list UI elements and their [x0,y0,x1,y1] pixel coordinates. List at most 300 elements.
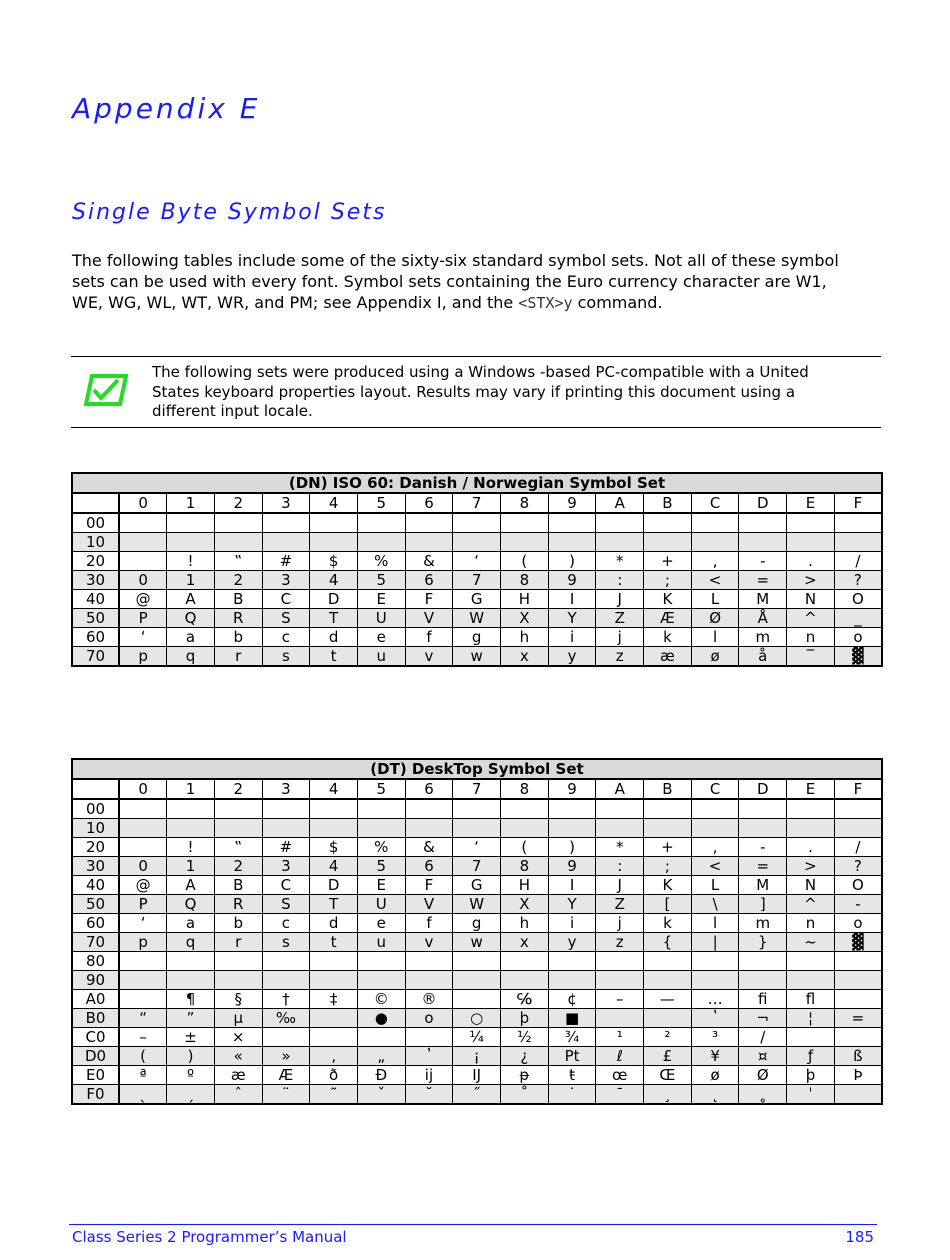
row-header: 40 [72,590,119,609]
symbol-cell [548,819,596,838]
symbol-cell: 6 [405,857,453,876]
symbol-cell: I [548,876,596,895]
symbol-cell: j [596,628,644,647]
table-row [72,895,882,914]
symbol-cell: ■ [548,1009,596,1028]
symbol-cell [644,971,692,990]
symbol-cell: e [357,914,405,933]
symbol-cell: ᵽ [501,1066,549,1085]
symbol-cell: × [214,1028,262,1047]
symbol-cell: z [596,647,644,667]
column-header: B [644,779,692,799]
row-header: 50 [72,609,119,628]
symbol-cell: ˘ [405,1085,453,1105]
symbol-cell: ¹ [596,1028,644,1047]
symbol-cell [119,552,167,571]
symbol-cell: ¦ [787,1009,835,1028]
symbol-cell: “ [119,1009,167,1028]
symbol-cell: O [834,876,882,895]
symbol-cell: ʻ [453,552,501,571]
symbol-cell [501,952,549,971]
row-header: F0 [72,1085,119,1105]
symbol-cell: † [262,990,310,1009]
symbol-cell [167,952,215,971]
symbol-cell: G [453,590,501,609]
symbol-cell: U [357,609,405,628]
symbol-cell: \ [691,895,739,914]
row-header: 10 [72,819,119,838]
symbol-cell: æ [644,647,692,667]
symbol-cell: „ [357,1047,405,1066]
row-header: 20 [72,552,119,571]
symbol-cell: … [691,990,739,1009]
symbol-cell: 8 [501,857,549,876]
symbol-cell: — [644,990,692,1009]
symbol-cell: ; [644,571,692,590]
symbol-cell: X [501,609,549,628]
symbol-cell: A [167,590,215,609]
symbol-cell: P [119,609,167,628]
symbol-cell: p [119,933,167,952]
symbol-cell: ʻ [453,838,501,857]
row-header: 00 [72,513,119,533]
table-row [72,990,882,1009]
symbol-cell: W [453,895,501,914]
symbol-cell: - [834,895,882,914]
symbol-cell: T [310,609,358,628]
symbol-cell: ( [501,552,549,571]
symbol-cell [644,799,692,819]
symbol-cell [119,990,167,1009]
symbol-cell [262,799,310,819]
symbol-cell: h [501,914,549,933]
table-row [72,838,882,857]
symbol-cell: - [739,552,787,571]
symbol-cell: n [787,628,835,647]
symbol-cell [405,819,453,838]
symbol-cell: k [644,628,692,647]
column-header: E [787,493,835,513]
symbol-cell [167,819,215,838]
symbol-cell: Y [548,895,596,914]
column-header: 0 [119,493,167,513]
symbol-cell: # [262,552,310,571]
row-header: 80 [72,952,119,971]
symbol-cell [834,513,882,533]
symbol-cell: Pt [548,1047,596,1066]
symbol-cell [548,513,596,533]
symbol-cell [691,513,739,533]
symbol-cell: u [357,647,405,667]
symbol-cell [739,952,787,971]
symbol-cell: ; [644,857,692,876]
symbol-cell: H [501,876,549,895]
symbol-cell: B [214,876,262,895]
symbol-cell: 2 [214,857,262,876]
symbol-cell [310,799,358,819]
symbol-cell [357,1028,405,1047]
section-title: Single Byte Symbol Sets [72,200,387,225]
symbol-cell [596,513,644,533]
symbol-cell: P [119,895,167,914]
symbol-cell [119,799,167,819]
symbol-cell [310,1028,358,1047]
symbol-cell: « [214,1047,262,1066]
symbol-cell: v [405,647,453,667]
symbol-cell: g [453,914,501,933]
symbol-cell: ℓ [596,1047,644,1066]
column-header: 4 [310,493,358,513]
table-row [72,533,882,552]
symbol-cell [214,799,262,819]
symbol-cell: m [739,914,787,933]
symbol-cell: / [834,838,882,857]
symbol-cell [596,819,644,838]
symbol-cell: ø [691,1066,739,1085]
symbol-cell: * [596,552,644,571]
symbol-cell: . [787,552,835,571]
symbol-cell: ¼ [453,1028,501,1047]
symbol-cell [214,952,262,971]
symbol-cell: ij [405,1066,453,1085]
symbol-cell [787,533,835,552]
symbol-cell: £ [644,1047,692,1066]
table-row [72,952,882,971]
symbol-cell: b [214,914,262,933]
symbol-cell: 3 [262,571,310,590]
symbol-cell: ‰ [262,1009,310,1028]
symbol-cell: ¿ [501,1047,549,1066]
symbol-cell: V [405,609,453,628]
symbol-cell [501,533,549,552]
column-header: B [644,493,692,513]
table-row [72,590,882,609]
symbol-cell [262,533,310,552]
symbol-cell: : [596,571,644,590]
symbol-cell: ß [834,1047,882,1066]
symbol-table-desktop [71,758,883,1105]
symbol-cell: œ [596,1066,644,1085]
symbol-cell: ˏ [167,1085,215,1105]
note-top-rule [71,356,881,357]
row-header: C0 [72,1028,119,1047]
symbol-cell: L [691,876,739,895]
symbol-cell: % [357,552,405,571]
intro-text: The following tables include some of the sixty-six standard symbol sets. Not all of these symbol sets can be used with every font. Symbol sets containing the Euro currency character are W1, WE, WG, WL, WT, WR, and PM; see Appendix I, and the [72,251,839,312]
corner-cell [72,493,119,513]
symbol-cell [310,819,358,838]
symbol-cell: ) [167,1047,215,1066]
symbol-cell [262,513,310,533]
symbol-cell [214,971,262,990]
symbol-cell [548,952,596,971]
symbol-cell: ( [119,1047,167,1066]
corner-cell [72,779,119,799]
table-row [72,552,882,571]
symbol-cell [262,1028,310,1047]
symbol-cell: Ø [739,1066,787,1085]
symbol-cell: ˚ [501,1085,549,1105]
symbol-cell [691,533,739,552]
symbol-cell: < [691,571,739,590]
symbol-cell: _ [834,609,882,628]
row-header: B0 [72,1009,119,1028]
symbol-cell: ? [834,571,882,590]
symbol-cell: ± [167,1028,215,1047]
symbol-cell: ˇ [357,1085,405,1105]
symbol-cell [167,513,215,533]
symbol-cell: ³ [691,1028,739,1047]
symbol-cell [834,990,882,1009]
symbol-cell: Ø [691,609,739,628]
symbol-cell: þ [787,1066,835,1085]
symbol-cell: ð [310,1066,358,1085]
symbol-cell [501,513,549,533]
row-header: 20 [72,838,119,857]
symbol-cell: * [596,838,644,857]
symbol-cell [691,971,739,990]
intro-paragraph [72,250,862,314]
symbol-cell [834,1028,882,1047]
symbol-table-danish-norwegian [71,472,883,667]
symbol-cell [739,799,787,819]
symbol-cell: r [214,647,262,667]
symbol-cell: z [596,933,644,952]
symbol-cell: n [787,914,835,933]
symbol-cell [596,952,644,971]
symbol-cell: 5 [357,857,405,876]
symbol-cell: ¥ [691,1047,739,1066]
column-header: 4 [310,779,358,799]
symbol-cell: W [453,609,501,628]
symbol-cell: ˛ [691,1085,739,1105]
symbol-cell: . [787,838,835,857]
symbol-cell: , [691,552,739,571]
table-row [72,1066,882,1085]
symbol-cell: p [119,647,167,667]
column-header: 5 [357,493,405,513]
symbol-cell [501,971,549,990]
symbol-cell: 8 [501,571,549,590]
symbol-cell: ˎ [119,1085,167,1105]
symbol-cell: ¨ [262,1085,310,1105]
symbol-cell [310,533,358,552]
symbol-cell [119,952,167,971]
symbol-cell: Å [739,609,787,628]
symbol-cell: ƒ [787,1047,835,1066]
symbol-cell: # [262,838,310,857]
symbol-cell [453,990,501,1009]
symbol-cell [214,533,262,552]
symbol-cell: Q [167,609,215,628]
symbol-cell [834,819,882,838]
symbol-cell: ) [548,838,596,857]
column-header: 8 [501,493,549,513]
symbol-cell [644,533,692,552]
symbol-cell: o [834,628,882,647]
column-header: 7 [453,779,501,799]
symbol-cell: x [501,933,549,952]
symbol-cell [644,1009,692,1028]
symbol-cell: A [167,876,215,895]
symbol-cell: f [405,914,453,933]
symbol-cell [357,799,405,819]
symbol-cell: U [357,895,405,914]
table-row [72,1009,882,1028]
symbol-cell: 7 [453,857,501,876]
symbol-cell: i [548,628,596,647]
table-row [72,1085,882,1105]
symbol-cell: w [453,933,501,952]
symbol-cell: ] [739,895,787,914]
symbol-cell: – [119,1028,167,1047]
note-bottom-rule [71,427,881,428]
row-header: 40 [72,876,119,895]
symbol-cell: ¬ [739,1009,787,1028]
symbol-cell [310,1009,358,1028]
symbol-cell: ˈ [787,1085,835,1105]
symbol-cell: 0 [119,571,167,590]
symbol-cell [310,952,358,971]
column-header: 6 [405,493,453,513]
column-header: 6 [405,779,453,799]
symbol-cell: þ [501,1009,549,1028]
symbol-cell [262,971,310,990]
symbol-cell: k [644,914,692,933]
symbol-cell: e [357,628,405,647]
checkmark-note-icon [82,372,130,408]
symbol-cell: ﬂ [787,990,835,1009]
symbol-cell: 1 [167,571,215,590]
table-row [72,647,882,667]
symbol-cell: 7 [453,571,501,590]
symbol-cell: J [596,590,644,609]
symbol-cell: % [357,838,405,857]
symbol-cell [834,799,882,819]
footer-rule [69,1224,877,1225]
symbol-cell: , [691,838,739,857]
symbol-cell [501,819,549,838]
symbol-cell: s [262,647,310,667]
symbol-cell: ¯ [596,1085,644,1105]
symbol-cell [453,533,501,552]
symbol-cell: ” [167,1009,215,1028]
symbol-cell: i [548,914,596,933]
symbol-cell: & [405,838,453,857]
column-header: 9 [548,779,596,799]
symbol-cell: ) [548,552,596,571]
symbol-cell: ¡ [453,1047,501,1066]
symbol-cell [453,952,501,971]
symbol-cell: / [834,552,882,571]
symbol-cell: ^ [787,895,835,914]
symbol-cell: ˆ [214,1085,262,1105]
row-header: 10 [72,533,119,552]
symbol-cell: S [262,609,310,628]
symbol-cell: F [405,876,453,895]
symbol-cell: æ [214,1066,262,1085]
symbol-cell: ˜ [310,1085,358,1105]
symbol-cell: K [644,590,692,609]
symbol-cell [787,819,835,838]
symbol-cell: ● [357,1009,405,1028]
column-header: A [596,493,644,513]
symbol-cell: | [691,933,739,952]
row-header: A0 [72,990,119,1009]
symbol-cell: J [596,876,644,895]
symbol-cell [787,952,835,971]
symbol-cell: ▓ [834,647,882,667]
symbol-cell: ŧ [548,1066,596,1085]
symbol-cell: ¶ [167,990,215,1009]
symbol-cell: 6 [405,571,453,590]
symbol-cell: / [739,1028,787,1047]
column-header: D [739,493,787,513]
symbol-cell [596,1009,644,1028]
symbol-cell: v [405,933,453,952]
symbol-cell [691,819,739,838]
column-header: 2 [214,493,262,513]
symbol-cell [739,971,787,990]
table-title: (DT) DeskTop Symbol Set [72,759,882,779]
symbol-cell [834,971,882,990]
symbol-cell: Q [167,895,215,914]
table-row [72,857,882,876]
symbol-cell: 9 [548,571,596,590]
symbol-cell: ^ [787,609,835,628]
symbol-cell [119,819,167,838]
symbol-cell [453,799,501,819]
symbol-cell [739,533,787,552]
symbol-cell [596,799,644,819]
symbol-cell [119,971,167,990]
symbol-cell: - [739,838,787,857]
symbol-cell: 0 [119,857,167,876]
symbol-cell: ℅ [501,990,549,1009]
row-header: D0 [72,1047,119,1066]
symbol-cell: = [739,857,787,876]
row-header: 00 [72,799,119,819]
symbol-cell: C [262,876,310,895]
symbol-cell: $ [310,552,358,571]
column-header: F [834,779,882,799]
symbol-cell: ʻ [119,628,167,647]
symbol-cell: Z [596,895,644,914]
symbol-cell: ʽ [691,1009,739,1028]
symbol-cell: c [262,628,310,647]
symbol-cell: Æ [262,1066,310,1085]
row-header: 60 [72,628,119,647]
table-row [72,1028,882,1047]
table-row [72,971,882,990]
symbol-cell: a [167,914,215,933]
symbol-cell: ½ [501,1028,549,1047]
symbol-cell: B [214,590,262,609]
symbol-cell: 2 [214,571,262,590]
symbol-cell: E [357,590,405,609]
symbol-cell [119,838,167,857]
column-header: F [834,493,882,513]
symbol-cell [405,533,453,552]
symbol-cell: 4 [310,857,358,876]
symbol-cell: @ [119,590,167,609]
symbol-cell: O [834,590,882,609]
column-header: 2 [214,779,262,799]
column-header: 1 [167,493,215,513]
symbol-cell: r [214,933,262,952]
intro-end: command. [572,293,663,312]
symbol-cell [453,513,501,533]
